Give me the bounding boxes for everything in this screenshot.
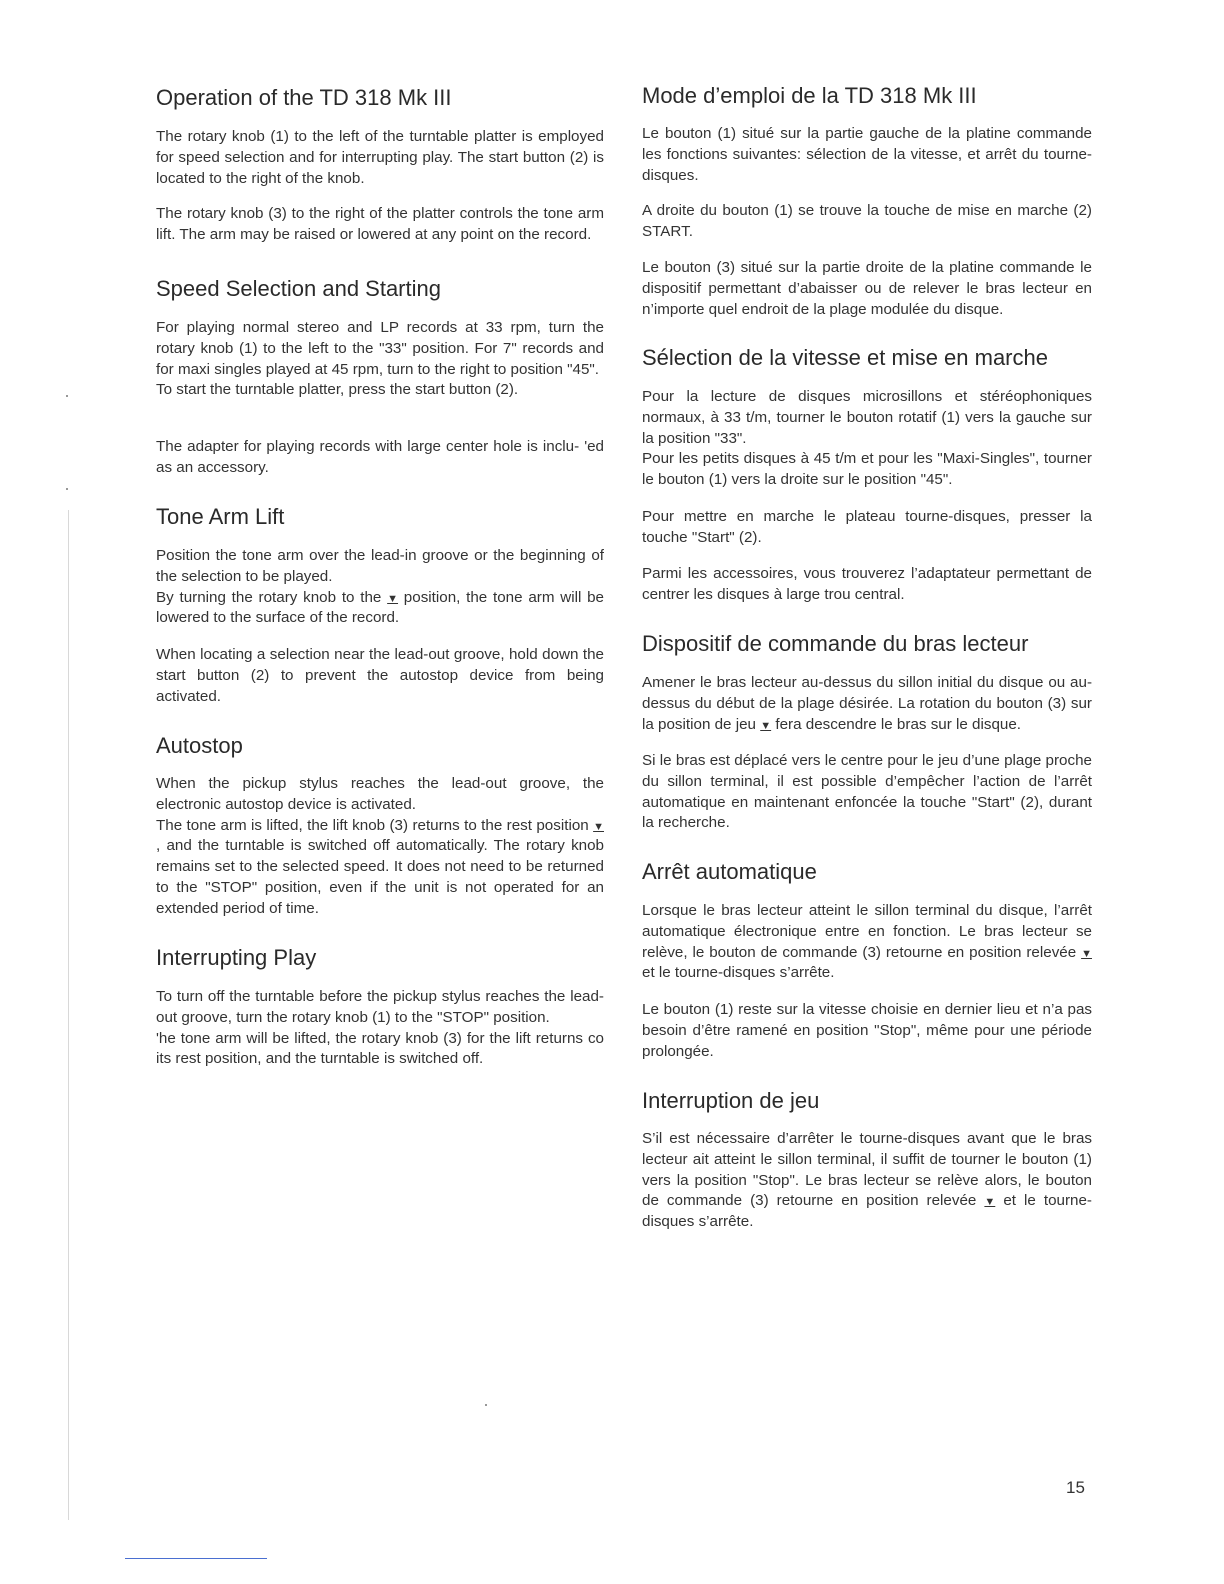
lower-position-icon: ▼ bbox=[1081, 947, 1092, 960]
paragraph-fr-speed-3: Parmi les accessoires, vous trouverez l’adaptateur permettant de centrer les disques à large trou central. bbox=[642, 565, 1092, 603]
section-heading-speed: Speed Selection and Starting bbox=[156, 276, 441, 301]
lower-position-icon: ▼ bbox=[760, 719, 772, 732]
paragraph-tone-2: When locating a selection near the lead-out groove, hold down the start button (2) to prevent the autostop device from being activated. bbox=[156, 646, 604, 705]
scan-speck bbox=[66, 488, 68, 490]
section-heading-arret: Arrêt automatique bbox=[642, 859, 817, 884]
section-heading-interrupting: Interrupting Play bbox=[156, 945, 317, 970]
paragraph-tone-1: Position the tone arm over the lead-in groove or the beginning of the selection to be played. By turning the rotary knob to the ▼ position, the tone arm will be lowered to the surface of the record. bbox=[156, 547, 604, 627]
section-heading-dispositif: Dispositif de commande du bras lecteur bbox=[642, 631, 1029, 656]
section-heading-tone-arm: Tone Arm Lift bbox=[156, 504, 285, 529]
paragraph-fr-intro-2: A droite du bouton (1) se trouve la touche de mise en marche (2) START. bbox=[642, 202, 1092, 240]
paragraph-fr-speed-2: Pour mettre en marche le plateau tourne-disques, presser la touche "Start" (2). bbox=[642, 508, 1092, 546]
paragraph-speed-1: For playing normal stereo and LP records at 33 rpm, turn the rotary knob (1) to the left to the "33" position. For 7" records and for maxi singles played at 45 rpm, turn to the right to position "45". To start the turntable platter, press the start button (2). bbox=[156, 319, 604, 399]
lower-position-icon: ▼ bbox=[984, 1196, 996, 1209]
section-heading-mode-emploi: Mode d’emploi de la TD 318 Mk III bbox=[642, 83, 977, 108]
footer-rule bbox=[125, 1558, 267, 1559]
scan-speck bbox=[66, 395, 68, 397]
paragraph-intro-1: The rotary knob (1) to the left of the turntable platter is employed for speed selection and for interrupting play. The start button (2) is located to the right of the knob. bbox=[156, 128, 604, 187]
scan-speck bbox=[485, 1404, 487, 1406]
section-heading-selection: Sélection de la vitesse et mise en marche bbox=[642, 345, 1048, 370]
paragraph-intro-2: The rotary knob (3) to the right of the platter controls the tone arm lift. The arm may be raised or lowered at any point on the record. bbox=[156, 205, 604, 243]
paragraph-fr-arm-2: Si le bras est déplacé vers le centre pour le jeu d’une plage proche du sillon terminal, il est possible d’empêcher l’action de l’arrêt automatique en maintenant enfoncée la touche "Start" (2), durant la recherche. bbox=[642, 752, 1092, 832]
paragraph-interrupting: To turn off the turntable before the pickup stylus reaches the lead-out groove, turn the rotary knob (1) to the "STOP" position. 'he tone arm will be lifted, the rotary knob (3) for the lift returns сo its rest position, and the turntable is switched off. bbox=[156, 988, 604, 1068]
section-heading-interruption: Interruption de jeu bbox=[642, 1088, 820, 1113]
paragraph-fr-speed-1: Pour la lecture de disques microsillons et stéréophoniques normaux, à 33 t/m, tourner le bouton rotatif (1) vers la gauche sur la position "33". Pour les petits disques à 45 t/m et pour les "Maxi-Singles", tourner le bouton (1) vers la droite sur le position "45". bbox=[642, 388, 1092, 489]
lower-position-icon: ▼ bbox=[387, 592, 399, 605]
paragraph-fr-interruption: S’il est nécessaire d’arrêter le tourne-disques avant que le bras lecteur ait atteint le sillon terminal, il suffit de tourner le bouton (1) vers la position "Stop". Le bras lecteur se relève alors, le bouton de commande (3) retourne en position relevée ▼ et le tourne-disques s’arrête. bbox=[642, 1130, 1092, 1231]
page-number: 15 bbox=[1066, 1478, 1085, 1497]
lower-position-icon: ▼ bbox=[593, 820, 604, 833]
paragraph-fr-arm-1: Amener le bras lecteur au-dessus du sillon initial du disque ou au-dessus du début de la plage désirée. La rotation du bouton (3) sur la position de jeu ▼ fera descendre le bras sur le disque. bbox=[642, 674, 1092, 733]
paragraph-fr-auto-2: Le bouton (1) reste sur la vitesse choisie en dernier lieu et n’a pas besoin d’être ramené en position "Stop", même pour une période prolongée. bbox=[642, 1001, 1092, 1060]
paragraph-fr-auto-1: Lorsque le bras lecteur atteint le sillon terminal du disque, l’arrêt automatique électronique entre en fonction. Le bras lecteur se relève, le bouton de commande (3) retourne en position relevée ▼ et le tourne-disques s’arrête. bbox=[642, 902, 1092, 982]
paragraph-autostop: When the pickup stylus reaches the lead-out groove, the electronic autostop device is activated. The tone arm is lifted, the lift knob (3) returns to the rest position ▼, and the turntable is switched off automatically. The rotary knob remains set to the selected speed. It does not need to be returned to the "STOP" position, even if the unit is not operated for an extended period of time. bbox=[156, 775, 604, 917]
paragraph-speed-2: The adapter for playing records with large center hole is inclu- 'ed as an accessory. bbox=[156, 438, 604, 476]
paragraph-fr-intro-3: Le bouton (3) situé sur la partie droite de la platine commande le dispositif permettant d’abaisser ou de relever le bras lecteur en n’importe quel endroit de la plage modulée du disque. bbox=[642, 259, 1092, 318]
section-heading-autostop: Autostop bbox=[156, 733, 243, 758]
section-heading-operation: Operation of the TD 318 Mk III bbox=[156, 85, 452, 110]
paragraph-fr-intro-1: Le bouton (1) situé sur la partie gauche de la platine commande les fonctions suivantes: sélection de la vitesse, et arrêt du tourne-disques. bbox=[642, 125, 1092, 184]
scan-margin-line bbox=[68, 510, 69, 1520]
